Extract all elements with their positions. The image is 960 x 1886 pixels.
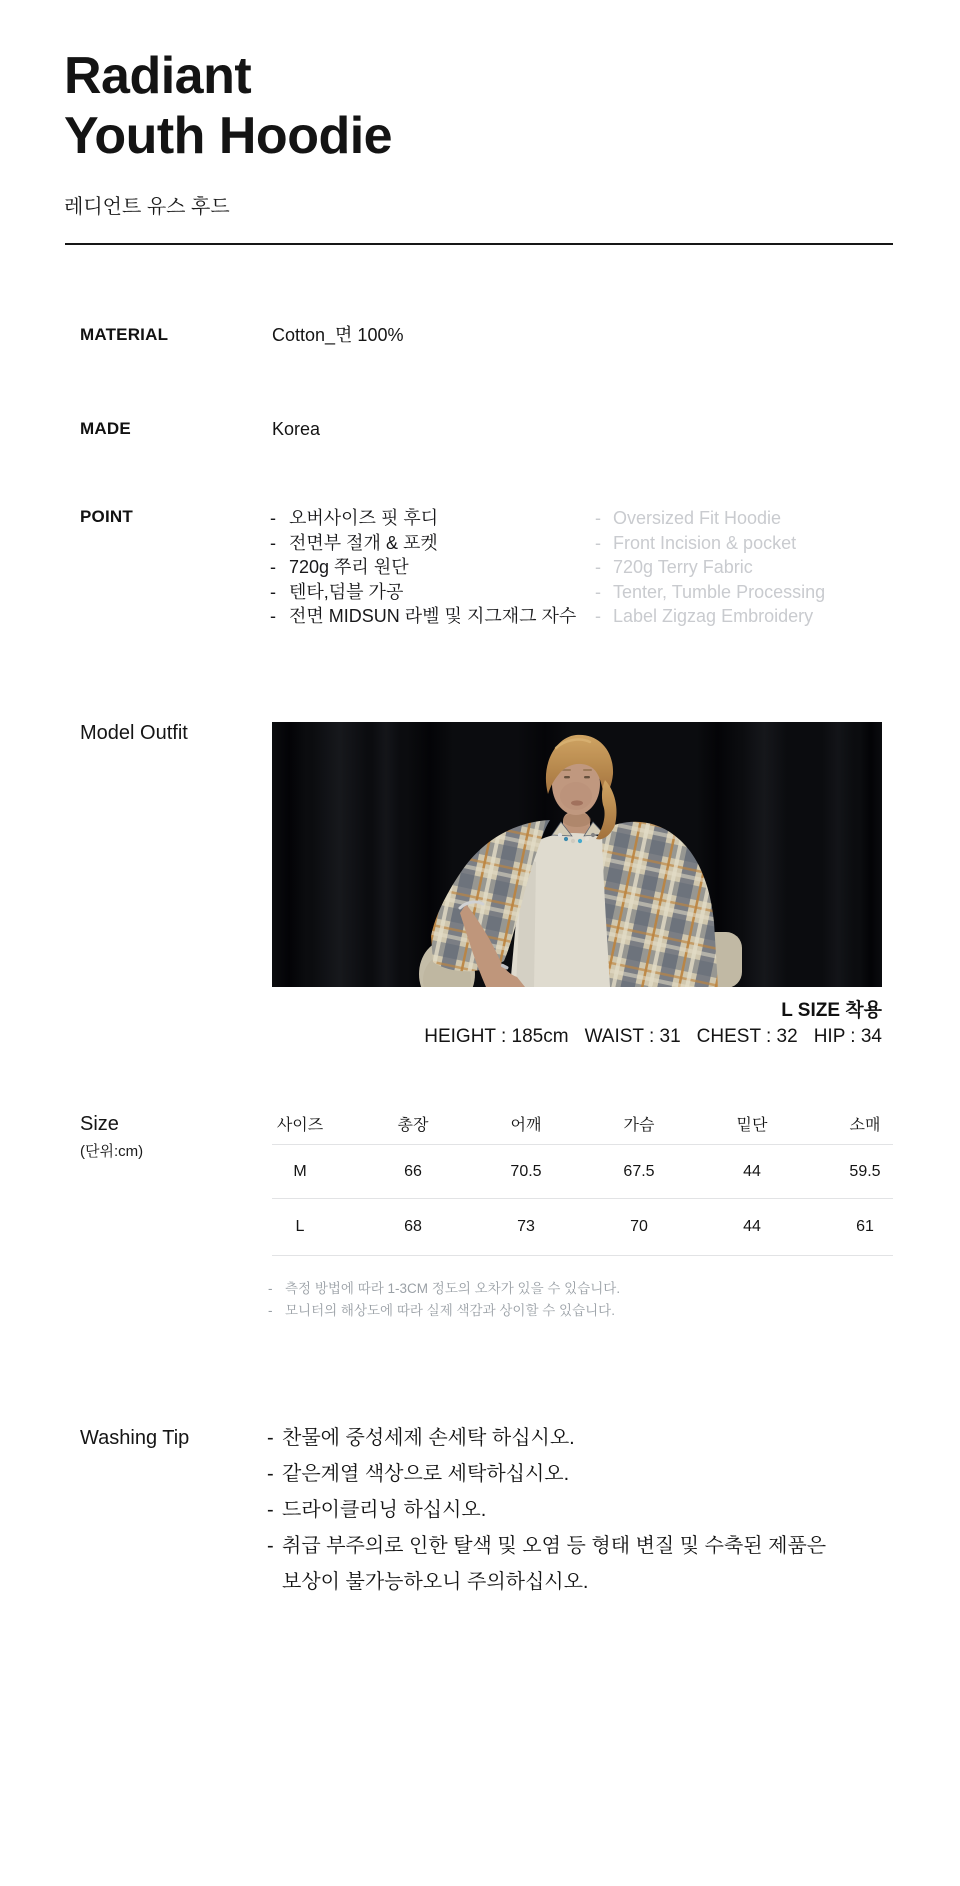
col-size: 사이즈 [276, 1117, 324, 1134]
cell: L [295, 1218, 305, 1235]
col-chest: 가슴 [623, 1117, 655, 1134]
point-item-ko [270, 580, 576, 605]
col-hem: 밑단 [736, 1117, 768, 1134]
size-worn-note: L SIZE 착용 [781, 1000, 882, 1021]
measurement-hip: HIP : 34 [813, 1026, 882, 1047]
model-measurements [272, 1026, 882, 1048]
washing-tip-text: 보상이 불가능하오니 주의하십시오. [282, 1571, 589, 1593]
washing-tip-continuation [267, 1572, 826, 1593]
point-item-ko-text: 720g 쭈리 원단 [289, 557, 409, 577]
col-length: 총장 [397, 1117, 429, 1134]
size-table [272, 1112, 893, 1256]
cell: 66 [404, 1162, 422, 1180]
measurement-waist: WAIST : 31 [584, 1026, 681, 1047]
size-notes [268, 1278, 620, 1322]
point-list-korean [270, 506, 576, 629]
bullet-dash: - [267, 1499, 274, 1521]
point-item-en [595, 531, 825, 556]
cell: 70 [630, 1218, 648, 1235]
point-item-ko-text: 오버사이즈 핏 후디 [289, 508, 439, 528]
point-item-en [595, 604, 825, 629]
cell: 61 [856, 1218, 874, 1235]
point-item-ko-text: 텐타,덤블 가공 [289, 581, 404, 602]
cell: 67.5 [623, 1162, 655, 1180]
washing-tip-text: 찬물에 중성세제 손세탁 하십시오. [282, 1427, 575, 1449]
bullet-dash: - [270, 508, 276, 528]
divider-rule [65, 243, 893, 245]
point-item-en [595, 506, 825, 531]
col-shoulder: 어깨 [510, 1117, 542, 1134]
bullet-dash: - [270, 557, 276, 577]
cell: 59.5 [849, 1162, 881, 1180]
washing-tip-text: 드라이클리닝 하십시오. [282, 1499, 487, 1521]
size-unit-note: (단위:cm) [80, 1143, 144, 1160]
cell: 70.5 [510, 1162, 542, 1180]
size-table-row-m [272, 1145, 893, 1199]
made-value: Korea [272, 419, 321, 439]
washing-tip-label: Washing Tip [80, 1427, 190, 1449]
washing-tip-text: 취급 부주의로 인한 탈색 및 오염 등 형태 변질 및 수축된 제품은 [282, 1535, 827, 1557]
product-title [64, 46, 392, 166]
washing-tip-item [267, 1464, 826, 1485]
point-item-en-text: 720g Terry Fabric [613, 557, 753, 577]
col-sleeve: 소매 [849, 1117, 881, 1134]
washing-tip-item [267, 1500, 826, 1521]
size-section-label: Size [80, 1113, 119, 1135]
cell: 73 [517, 1218, 535, 1235]
point-item-ko-text: 전면 MIDSUN 라벨 및 지그재그 자수 [289, 606, 577, 626]
bullet-dash: - [595, 508, 601, 528]
bullet-dash: - [267, 1463, 274, 1485]
size-note-text: 측정 방법에 따라 1-3CM 정도의 오차가 있을 수 있습니다. [285, 1281, 621, 1296]
material-label: MATERIAL [80, 325, 169, 344]
product-title-line2: Youth Hoodie [64, 107, 393, 165]
bullet-dash: - [270, 606, 276, 626]
size-table-row-l [272, 1199, 893, 1256]
point-list-english [595, 506, 825, 629]
bullet-dash: - [270, 581, 276, 602]
product-subtitle-korean: 레디언트 유스 후드 [64, 196, 230, 218]
cell: 68 [404, 1218, 422, 1235]
bullet-dash: - [267, 1427, 274, 1449]
made-label: MADE [80, 419, 131, 438]
size-note-line [268, 1300, 620, 1322]
size-note-text: 모니터의 해상도에 따라 실제 색감과 상이할 수 있습니다. [285, 1303, 615, 1318]
point-item-ko [270, 555, 576, 580]
washing-tip-text: 같은계열 색상으로 세탁하십시오. [282, 1463, 570, 1485]
bullet-dash: - [267, 1535, 274, 1557]
measurement-height: HEIGHT : 185cm [424, 1026, 569, 1047]
washing-tip-list [267, 1428, 826, 1608]
point-label: POINT [80, 507, 133, 526]
point-item-en-text: Front Incision & pocket [613, 532, 797, 553]
point-item-en [595, 555, 825, 580]
bullet-dash: - [268, 1303, 273, 1318]
point-item-ko [270, 604, 576, 629]
point-item-ko [270, 506, 576, 531]
size-table-header [272, 1112, 893, 1145]
washing-tip-item [267, 1428, 826, 1449]
bullet-dash: - [595, 532, 601, 553]
point-item-en-text: Label Zigzag Embroidery [613, 606, 814, 626]
model-outfit-label: Model Outfit [80, 722, 188, 744]
point-item-en [595, 580, 825, 605]
cell: M [293, 1162, 307, 1180]
bullet-dash: - [595, 557, 601, 577]
point-item-ko-text: 전면부 절개 & 포켓 [289, 532, 438, 553]
model-photo-illustration [272, 722, 882, 987]
point-item-ko [270, 531, 576, 556]
product-title-line1: Radiant [64, 47, 252, 105]
size-note-line [268, 1278, 620, 1300]
material-value: Cotton_면 100% [272, 325, 404, 345]
point-item-en-text: Tenter, Tumble Processing [613, 581, 826, 602]
bullet-dash: - [595, 581, 601, 602]
washing-tip-item [267, 1536, 826, 1557]
cell: 44 [743, 1162, 761, 1180]
measurement-chest: CHEST : 32 [696, 1026, 798, 1047]
bullet-dash: - [595, 606, 601, 626]
cell: 44 [743, 1218, 761, 1235]
bullet-dash: - [270, 532, 276, 553]
point-item-en-text: Oversized Fit Hoodie [613, 508, 782, 528]
model-photo [272, 722, 882, 987]
bullet-dash: - [268, 1281, 273, 1296]
